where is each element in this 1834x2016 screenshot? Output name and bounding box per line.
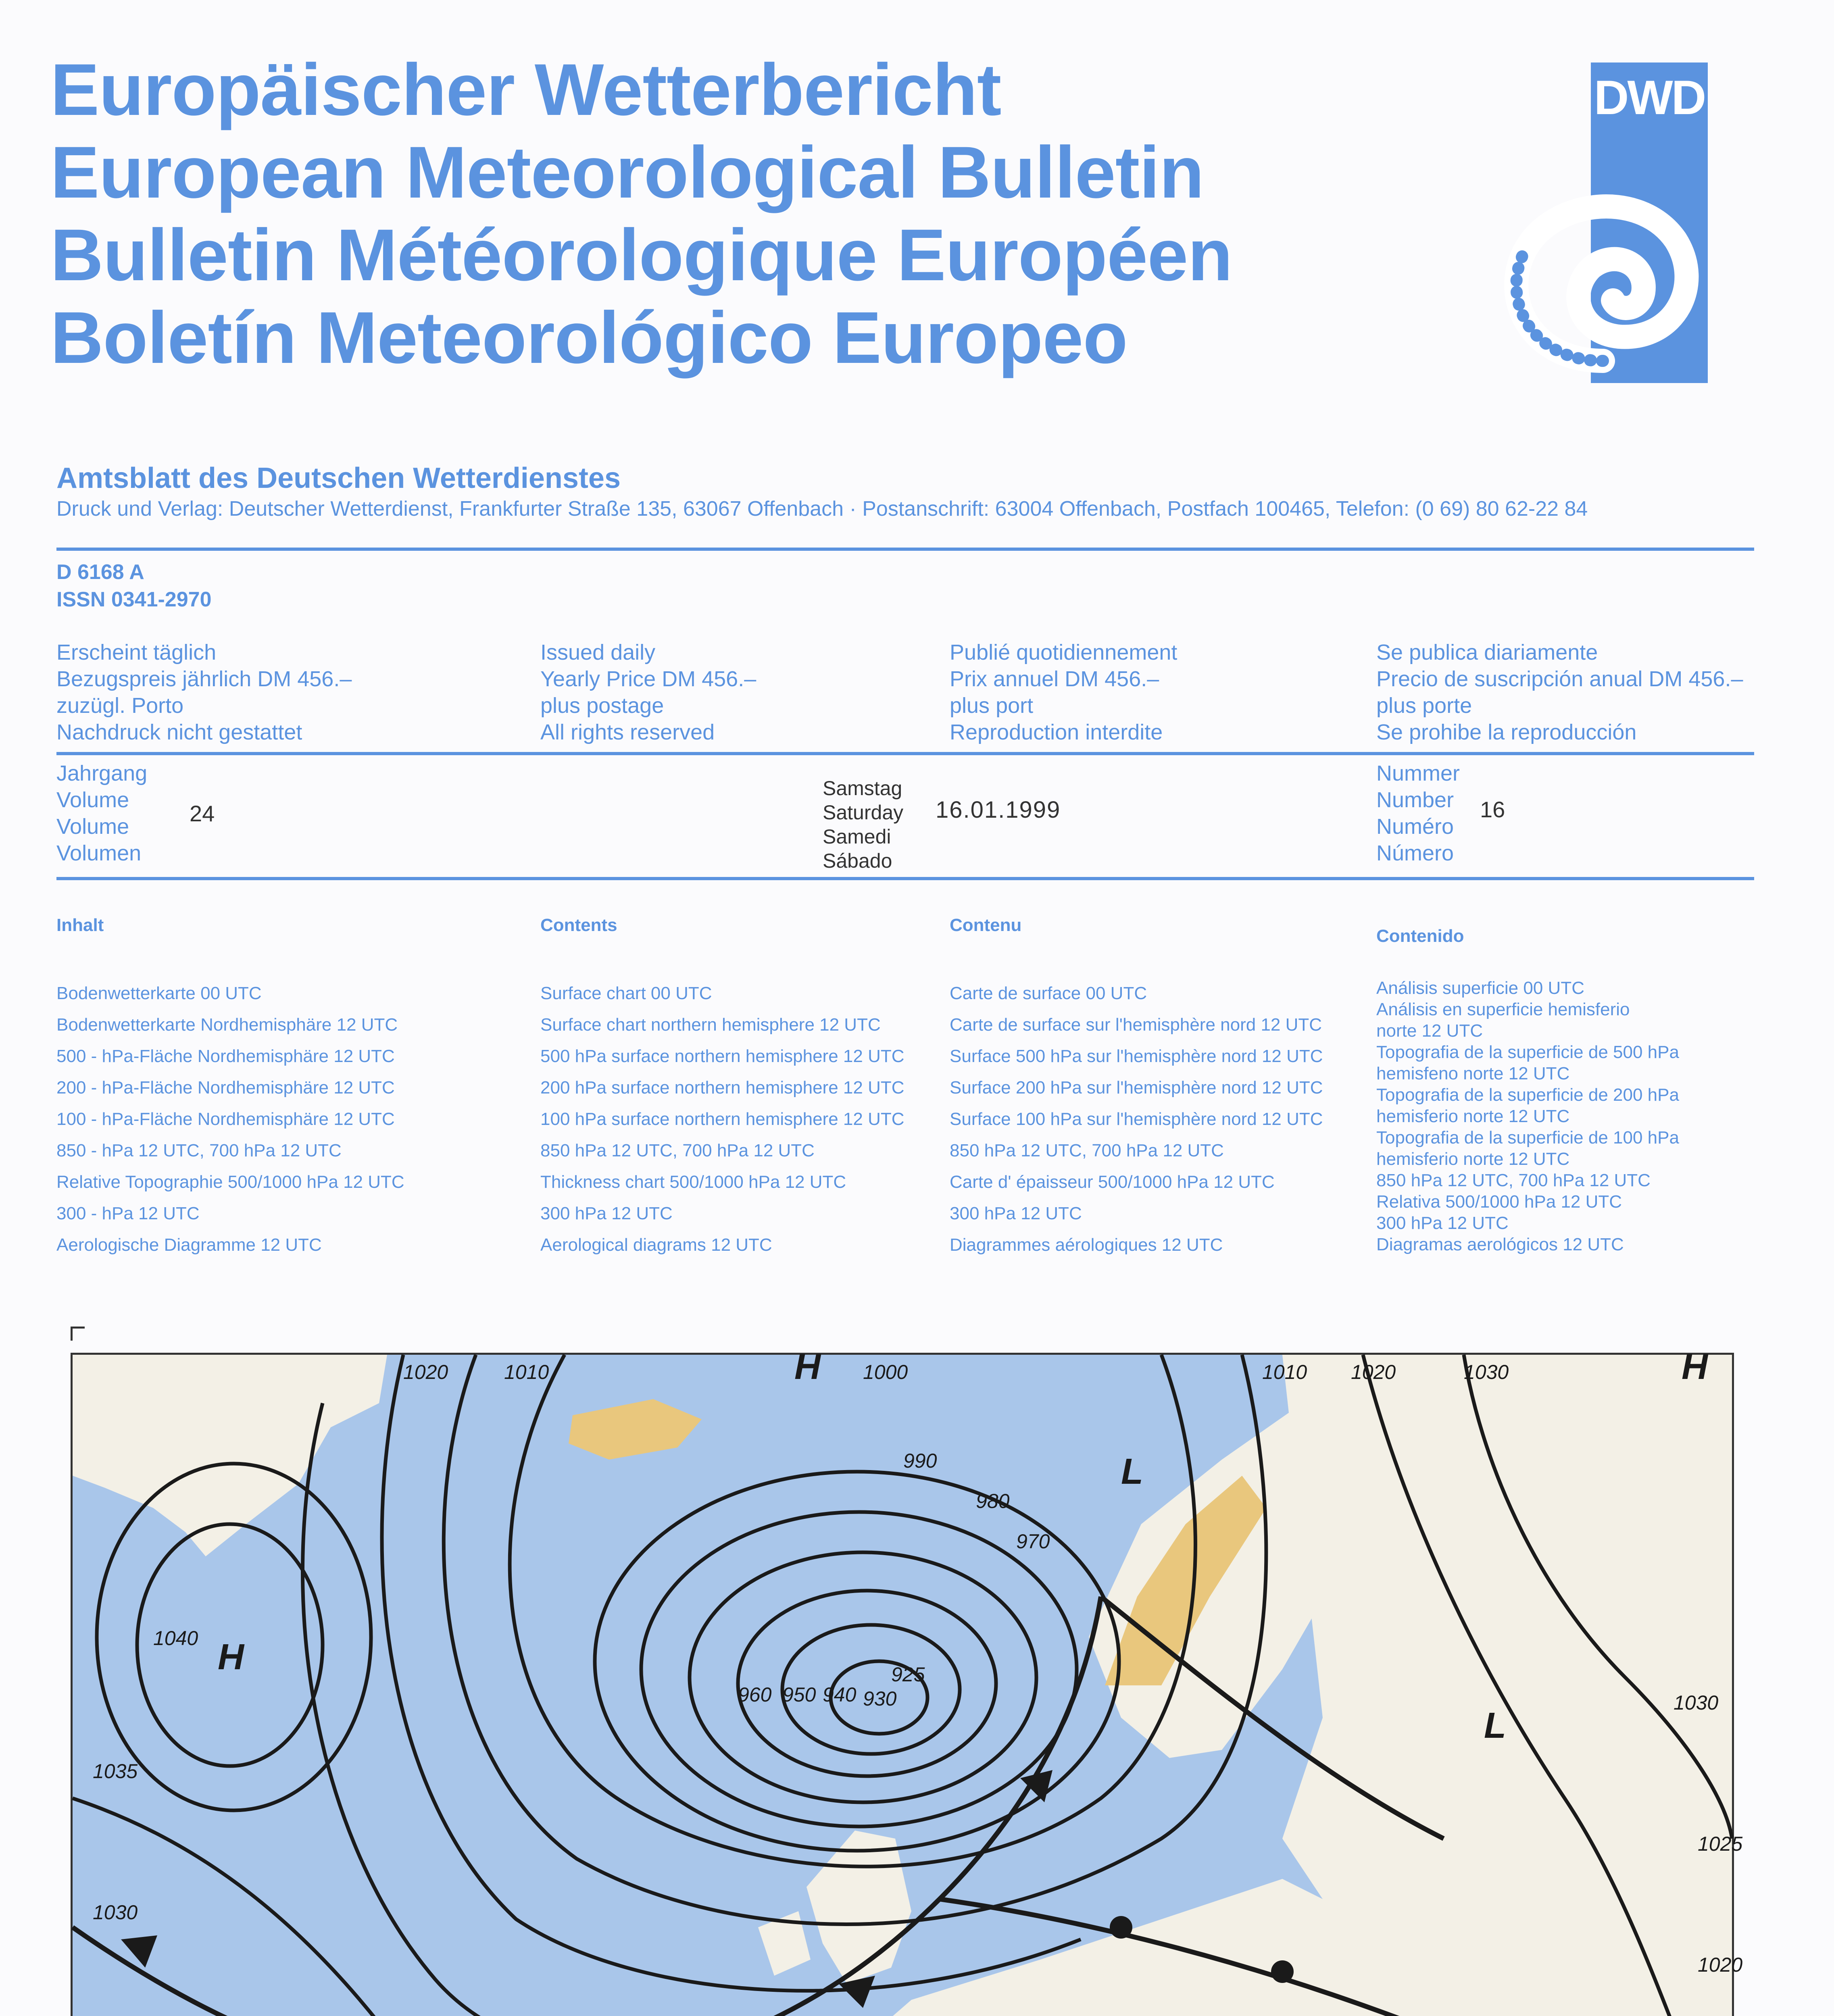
- weekday: Saturday: [823, 801, 904, 824]
- contents-item: 500 hPa surface northern hemisphere 12 UTC: [540, 1046, 904, 1066]
- volume-value: 24: [190, 801, 215, 826]
- contents-list-en: [540, 978, 904, 1261]
- isobar-label: 1035: [93, 1760, 138, 1783]
- issue-date: 16.01.1999: [936, 797, 1061, 823]
- contents-item: 200 - hPa-Fläche Nordhemisphäre 12 UTC: [56, 1078, 395, 1098]
- contents-item: Carte d' épaisseur 500/1000 hPa 12 UTC: [950, 1172, 1275, 1192]
- spiral-icon: [1486, 171, 1712, 381]
- contents-item: 850 - hPa 12 UTC, 700 hPa 12 UTC: [56, 1141, 342, 1160]
- pub-line: Bezugspreis jährlich DM 456.–: [56, 667, 352, 691]
- isobar-label: 1025: [1698, 1833, 1743, 1855]
- pressure-center: H: [794, 1347, 821, 1387]
- pressure-center: H: [1682, 1347, 1708, 1387]
- pub-line: plus postage: [540, 694, 664, 718]
- pressure-center: L: [1121, 1452, 1143, 1492]
- contents-item: Relativa 500/1000 hPa 12 UTC: [1376, 1192, 1622, 1212]
- number-labels: [1376, 760, 1460, 866]
- pub-line: Reproduction interdite: [950, 720, 1163, 744]
- title-german: Europäischer Wetterbericht: [50, 48, 1001, 131]
- contents-item: 850 hPa 12 UTC, 700 hPa 12 UTC: [540, 1141, 815, 1160]
- pub-line: Se publica diariamente: [1376, 640, 1598, 664]
- contents-item: 500 - hPa-Fläche Nordhemisphäre 12 UTC: [56, 1046, 395, 1066]
- contents-item: Análisis en superficie hemisferio: [1376, 1000, 1630, 1019]
- isobar-label: 960: [738, 1683, 772, 1706]
- isobar-label: 925: [891, 1663, 925, 1686]
- isobar-label: 980: [976, 1490, 1010, 1512]
- contents-item: hemisfeno norte 12 UTC: [1376, 1064, 1570, 1083]
- contents-item: Diagrammes aérologiques 12 UTC: [950, 1235, 1223, 1255]
- contents-heading-fr: Contenu: [950, 915, 1022, 935]
- contents-item: Aerologische Diagramme 12 UTC: [56, 1235, 322, 1255]
- volume-labels: [56, 760, 147, 866]
- contents-list-de: [56, 978, 404, 1261]
- contents-item: Topografia de la superficie de 500 hPa: [1376, 1042, 1679, 1062]
- contents-heading-es: Contenido: [1376, 926, 1464, 946]
- contents-item: 850 hPa 12 UTC, 700 hPa 12 UTC: [1376, 1170, 1651, 1190]
- divider: [56, 877, 1754, 880]
- pub-line: Prix annuel DM 456.–: [950, 667, 1159, 691]
- contents-item: norte 12 UTC: [1376, 1021, 1483, 1041]
- number-label: Numéro: [1376, 814, 1454, 839]
- publication-info-en: [540, 639, 756, 746]
- pub-line: All rights reserved: [540, 720, 715, 744]
- contents-item: Diagramas aerológicos 12 UTC: [1376, 1235, 1624, 1254]
- number-label: Number: [1376, 788, 1454, 812]
- volume-label: Volume: [56, 788, 129, 812]
- volume-label: Jahrgang: [56, 761, 148, 785]
- contents-list-fr: [950, 978, 1323, 1261]
- publication-info-es: [1376, 639, 1743, 746]
- contents-item: Surface 200 hPa sur l'hemisphère nord 12 UTC: [950, 1078, 1323, 1098]
- pub-line: Nachdruck nicht gestattet: [56, 720, 302, 744]
- publication-info-fr: [950, 639, 1177, 746]
- weekday: Samedi: [823, 825, 891, 848]
- contents-list-es: [1376, 978, 1679, 1256]
- isobar-label: 930: [863, 1687, 897, 1710]
- divider: [56, 752, 1754, 755]
- isobar-label: 990: [903, 1450, 937, 1472]
- weekday-labels: [823, 776, 903, 873]
- contents-item: 200 hPa surface northern hemisphere 12 UTC: [540, 1078, 904, 1098]
- contents-item: 300 hPa 12 UTC: [950, 1204, 1082, 1223]
- number-label: Número: [1376, 841, 1454, 865]
- issn-code: ISSN 0341-2970: [56, 588, 212, 611]
- isobar-label: 1000: [863, 1361, 908, 1383]
- dwd-logo: [1591, 62, 1708, 383]
- contents-item: Surface chart northern hemisphere 12 UTC: [540, 1015, 881, 1035]
- volume-label: Volume: [56, 814, 129, 839]
- contents-item: Surface chart 00 UTC: [540, 983, 712, 1003]
- title-french: Bulletin Météorologique Européen: [50, 214, 1232, 296]
- logo-text: DWD: [1594, 71, 1705, 125]
- publisher-address: Druck und Verlag: Deutscher Wetterdienst, Frankfurter Straße 135, 63067 Offenbach · Postanschrift: 63004 Offenbach, Postfach 100465, Telefon: (0 69) 80 62-22 84: [56, 497, 1588, 521]
- title-spanish: Boletín Meteorológico Europeo: [50, 296, 1127, 379]
- contents-item: hemisferio norte 12 UTC: [1376, 1106, 1570, 1126]
- weekday: Samstag: [823, 777, 902, 800]
- contents-item: Bodenwetterkarte 00 UTC: [56, 983, 262, 1003]
- contents-item: Thickness chart 500/1000 hPa 12 UTC: [540, 1172, 846, 1192]
- weekday: Sábado: [823, 850, 892, 872]
- isobar-label: 1040: [153, 1627, 198, 1649]
- contents-item: Surface 100 hPa sur l'hemisphère nord 12 UTC: [950, 1109, 1323, 1129]
- map-crop-mark: [71, 1327, 85, 1341]
- pub-line: Erscheint täglich: [56, 640, 217, 664]
- pub-line: plus port: [950, 694, 1034, 718]
- contents-item: Relative Topographie 500/1000 hPa 12 UTC: [56, 1172, 404, 1192]
- isobar-label: 1030: [93, 1901, 138, 1924]
- map-labels: [73, 1347, 1743, 2016]
- pub-line: Issued daily: [540, 640, 656, 664]
- contents-item: hemisferio norte 12 UTC: [1376, 1149, 1570, 1169]
- contents-heading-en: Contents: [540, 915, 617, 935]
- isobar-label: 1020: [1351, 1361, 1396, 1383]
- pub-line: zuzügl. Porto: [56, 694, 184, 718]
- isobar-label: 1010: [504, 1361, 549, 1383]
- isobar-label: 1010: [1262, 1361, 1307, 1383]
- publication-info-de: [56, 639, 352, 746]
- contents-item: Surface 500 hPa sur l'hemisphère nord 12 UTC: [950, 1046, 1323, 1066]
- surface-weather-map: [71, 1347, 1743, 2016]
- pub-line: Publié quotidiennement: [950, 640, 1178, 664]
- isobar-label: 1020: [1698, 1954, 1743, 1976]
- pub-line: plus porte: [1376, 694, 1472, 718]
- number-label: Nummer: [1376, 761, 1460, 785]
- contents-item: 300 - hPa 12 UTC: [56, 1204, 200, 1223]
- isobar-label: 940: [823, 1683, 857, 1706]
- contents-item: 300 hPa 12 UTC: [1376, 1213, 1509, 1233]
- volume-label: Volumen: [56, 841, 142, 865]
- isobar-label: 1030: [1464, 1361, 1509, 1383]
- contents-heading-de: Inhalt: [56, 915, 104, 935]
- publication-codes: [56, 558, 212, 613]
- number-value: 16: [1480, 797, 1505, 822]
- pub-line: Se prohibe la reproducción: [1376, 720, 1637, 744]
- divider: [56, 548, 1754, 551]
- d-code: D 6168 A: [56, 560, 144, 584]
- title-block: [50, 48, 1462, 379]
- title-english: European Meteorological Bulletin: [50, 131, 1204, 213]
- contents-item: Topografia de la superficie de 200 hPa: [1376, 1085, 1679, 1105]
- isobar-label: 1020: [403, 1361, 448, 1383]
- isobar-label: 950: [782, 1683, 816, 1706]
- pressure-center: H: [218, 1637, 244, 1677]
- pub-line: Yearly Price DM 456.–: [540, 667, 757, 691]
- contents-item: Carte de surface 00 UTC: [950, 983, 1147, 1003]
- isobar-label: 970: [1016, 1530, 1050, 1553]
- contents-item: Topografia de la superficie de 100 hPa: [1376, 1128, 1679, 1148]
- isobar-label-group: [93, 1361, 1742, 2016]
- contents-item: 850 hPa 12 UTC, 700 hPa 12 UTC: [950, 1141, 1224, 1160]
- pressure-center: L: [1484, 1706, 1506, 1746]
- contents-item: Análisis superficie 00 UTC: [1376, 978, 1584, 998]
- contents-item: 100 hPa surface northern hemisphere 12 UTC: [540, 1109, 904, 1129]
- isobar-label: 1030: [1674, 1691, 1719, 1714]
- publisher-name: Amtsblatt des Deutschen Wetterdienstes: [56, 462, 621, 494]
- contents-item: Carte de surface sur l'hemisphère nord 12 UTC: [950, 1015, 1322, 1035]
- contents-item: Aerological diagrams 12 UTC: [540, 1235, 772, 1255]
- contents-item: 100 - hPa-Fläche Nordhemisphäre 12 UTC: [56, 1109, 395, 1129]
- contents-item: 300 hPa 12 UTC: [540, 1204, 673, 1223]
- contents-item: Bodenwetterkarte Nordhemisphäre 12 UTC: [56, 1015, 398, 1035]
- pub-line: Precio de suscripción anual DM 456.–: [1376, 667, 1743, 691]
